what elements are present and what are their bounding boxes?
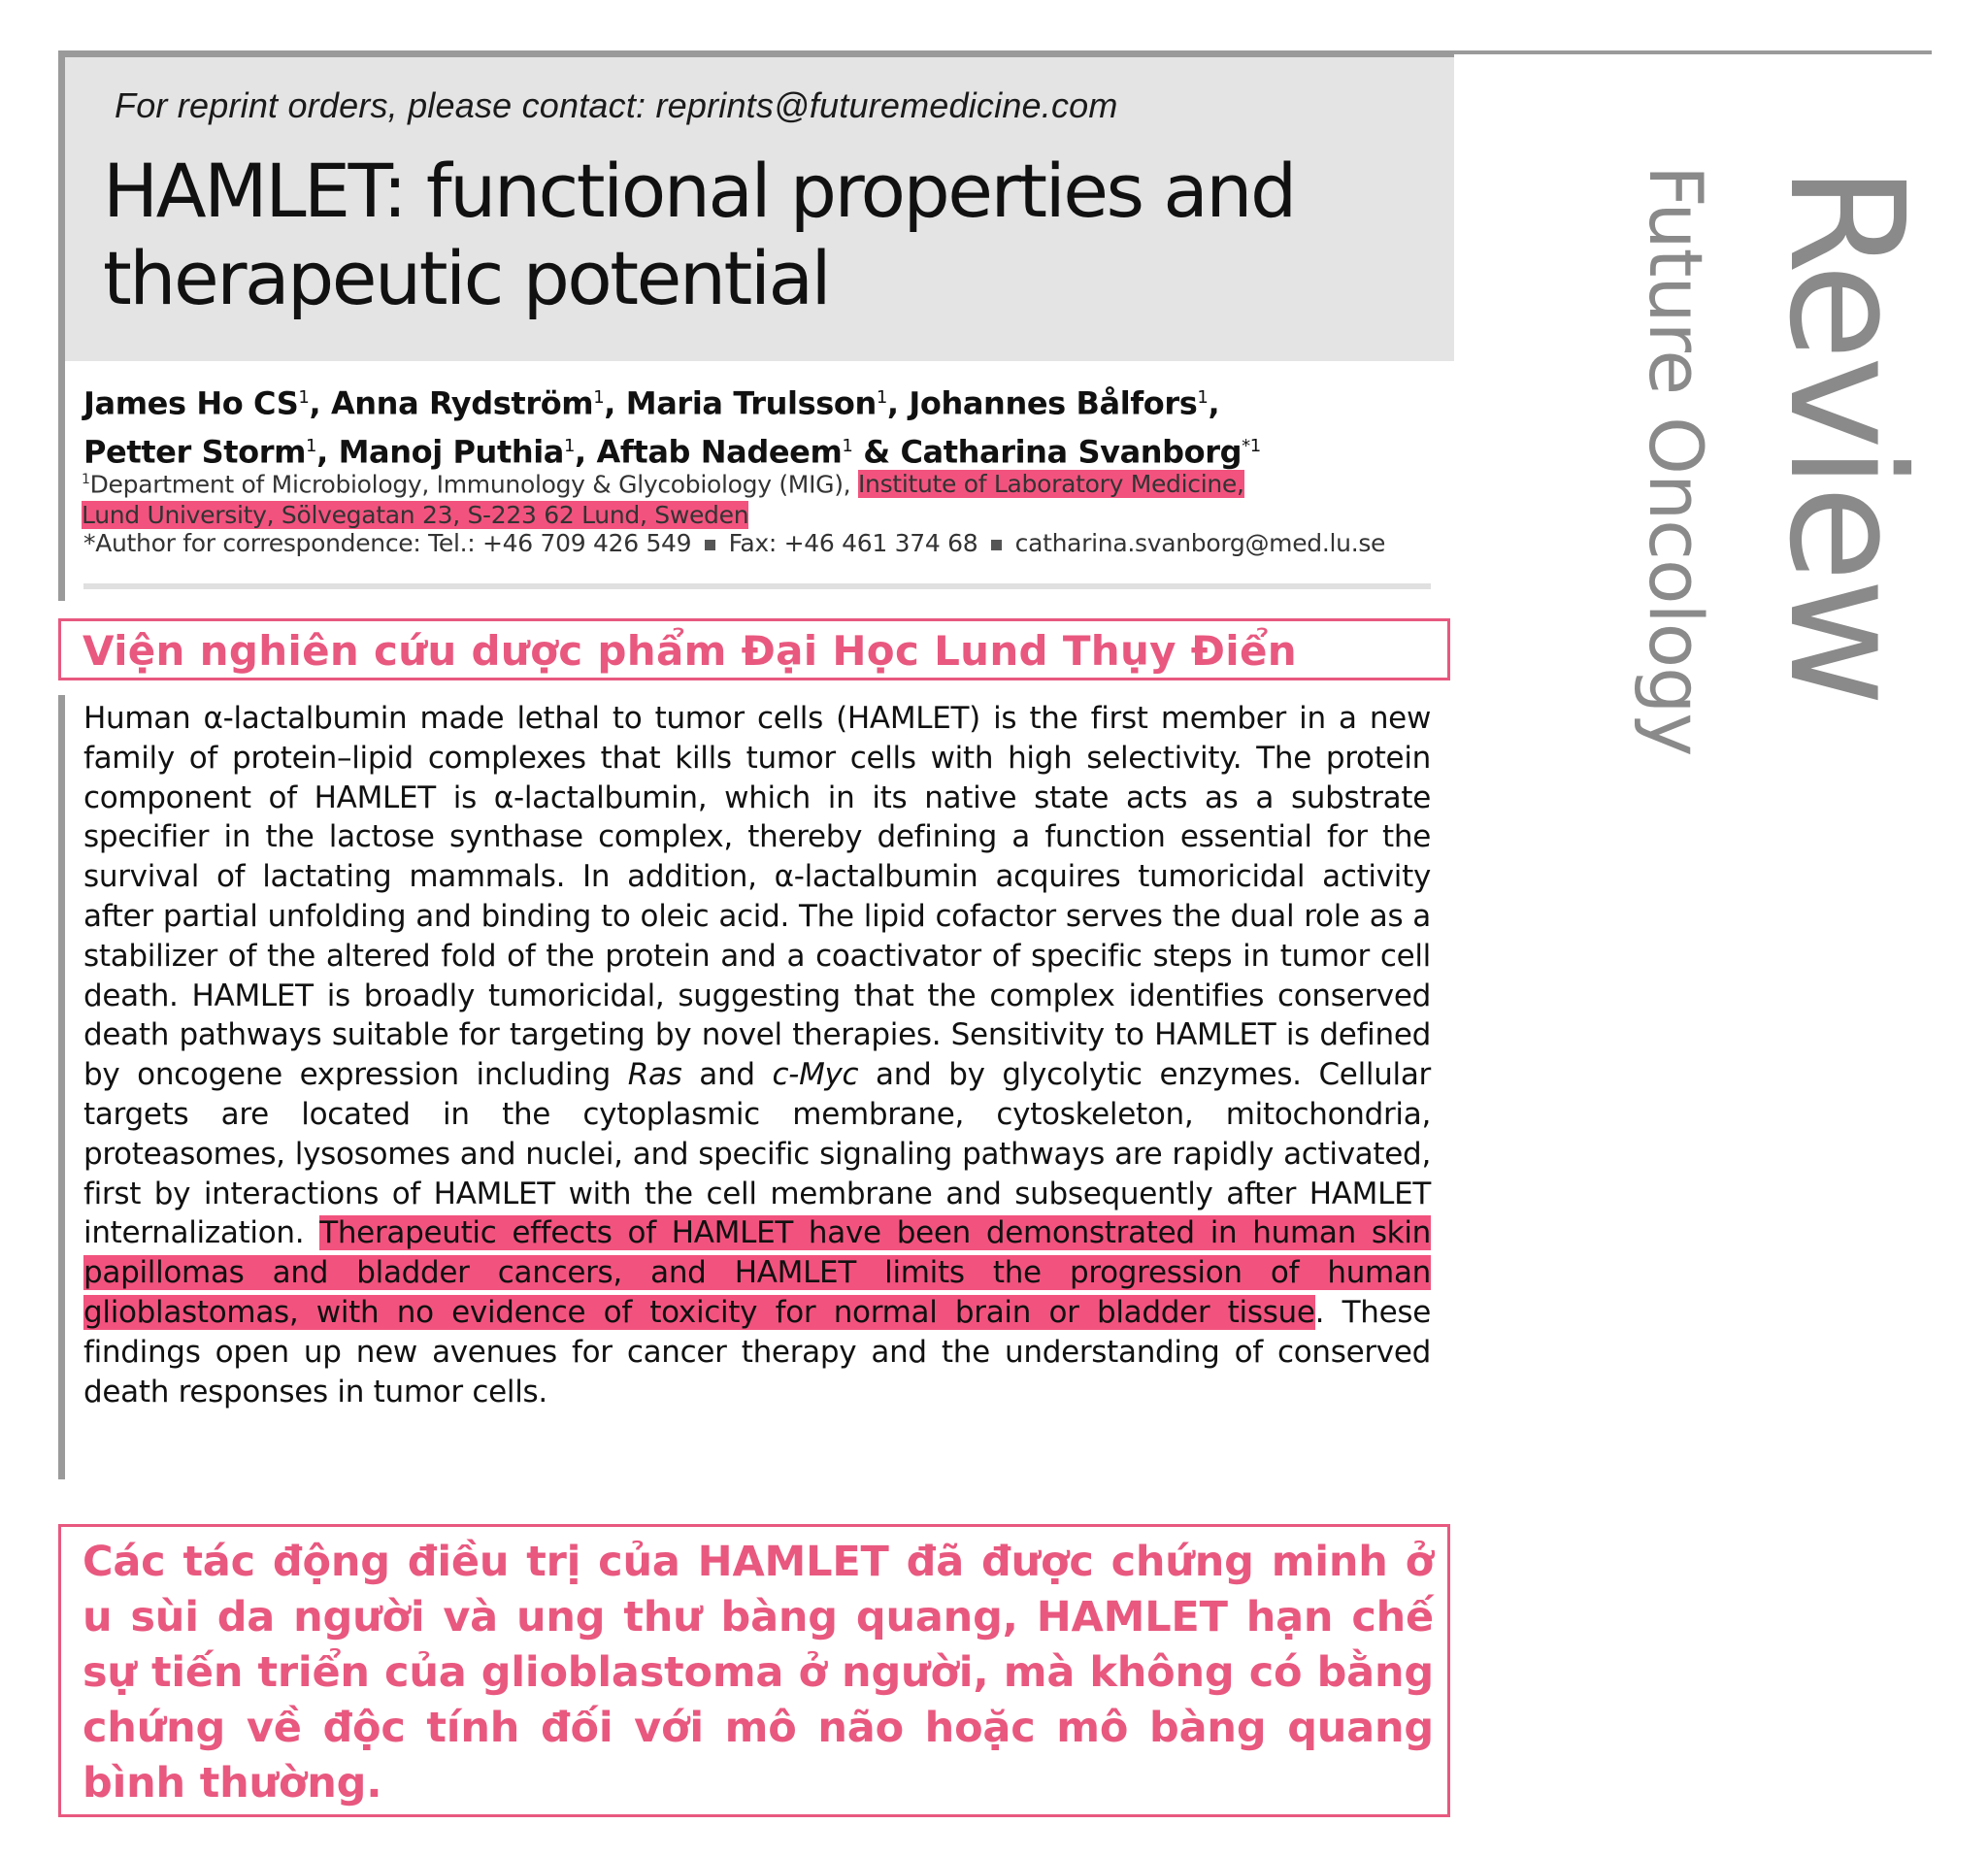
correspondence-fax: Fax: +46 461 374 68 bbox=[728, 529, 978, 557]
annotation-affiliation-text: Viện nghiên cứu dược phẩm Đại Học Lund Thụy Điển bbox=[83, 627, 1297, 675]
affiliation bbox=[82, 464, 1441, 531]
affiliation-highlight-institute: Institute of Laboratory Medicine, bbox=[857, 470, 1244, 499]
abstract-part: Human α-lactalbumin made lethal to tumor cells (HAMLET) is the first member in a new family of protein–lipid complexes that kills tumor cells with high selectivity. The protein component of HAMLET is α-lactalbumin, which in its native state acts as a substrate specifier in the lactose synthase complex, thereby defining a function essential for the survival of lactating mammals. In addition, α-lactalbumin acquires tumoricidal activity after partial unfolding and binding to oleic acid. The lipid cofactor serves the dual role as a stabilizer of the altered fold of the protein and a coactivator of specific steps in tumor cell death. HAMLET is broadly tumoricidal, suggesting that the complex identifies conserved death pathways suitable for targeting by novel therapies. Sensitivity to HAMLET is defined by oncogene expression including bbox=[83, 701, 1431, 1093]
affiliation-mark: 1 bbox=[82, 472, 90, 487]
abstract-part: . These findings open up new avenues for cancer therapy and the understanding of conserved death responses in tumor cells. bbox=[83, 1294, 1431, 1409]
author-name: Johannes Bålfors bbox=[909, 384, 1198, 422]
author-mark: 1 bbox=[563, 435, 576, 456]
author-name: James Ho CS bbox=[83, 384, 299, 422]
abstract-gene-cmyc: c-Myc bbox=[772, 1057, 859, 1093]
annotation-summary-text: Các tác động điều trị của HAMLET đã được chứng minh ở u sùi da người và ung thư bàng quang, HAMLET hạn chế sự tiến triển của glioblastoma ở người, mà không có bằng chứng về độc tính đối với mô não hoặc mô bàng quang bình thường. bbox=[83, 1538, 1434, 1807]
author-separator: , bbox=[1208, 384, 1220, 422]
abstract-gene-ras: Ras bbox=[627, 1057, 682, 1093]
square-bullet-icon bbox=[991, 540, 1002, 550]
affiliation-department: Department of Microbiology, Immunology & Glycobiology (MIG), bbox=[89, 470, 858, 499]
author-separator: , bbox=[575, 433, 597, 471]
author-mark: 1 bbox=[298, 387, 310, 408]
annotation-box-affiliation bbox=[58, 618, 1450, 680]
reprint-notice: For reprint orders, please contact: reprints@futuremedicine.com bbox=[115, 85, 1118, 125]
header-left-bar bbox=[58, 57, 65, 601]
author-mark: 1 bbox=[1197, 387, 1209, 408]
top-rule bbox=[58, 50, 1454, 57]
top-rule-side bbox=[1454, 50, 1932, 54]
article-title: HAMLET: functional properties and therapeutic potential bbox=[103, 148, 1295, 321]
author-name: Petter Storm bbox=[83, 433, 307, 471]
author-separator: , bbox=[886, 384, 910, 422]
correspondence-email: catharina.svanborg@med.lu.se bbox=[1014, 529, 1386, 557]
article-type-label: Review bbox=[1754, 165, 1937, 703]
author-mark: *1 bbox=[1242, 435, 1261, 456]
abstract-text bbox=[83, 699, 1431, 1411]
author-mark: 1 bbox=[306, 435, 317, 456]
author-mark: 1 bbox=[842, 435, 853, 456]
abstract-part: and bbox=[681, 1057, 773, 1093]
abstract-part: and by glycolytic enzymes. Cellular targets are located in the cytoplasmic membrane, cytoskeleton, mitochondria, proteasomes, lysosomes and nuclei, and specific signaling pathways are rapidly activated, first by interactions of HAMLET with the cell membrane and subsequently after HAMLET internalization. bbox=[83, 1057, 1431, 1251]
journal-name: Future Oncology bbox=[1633, 165, 1719, 756]
abstract-left-bar bbox=[58, 695, 65, 1479]
correspondence-tel: *Author for correspondence: Tel.: +46 709 426 549 bbox=[83, 529, 692, 557]
author-name: Catharina Svanborg bbox=[900, 433, 1242, 471]
correspondence-line bbox=[83, 529, 1442, 557]
author-name: Maria Trulsson bbox=[625, 384, 877, 422]
author-separator: , bbox=[604, 384, 626, 422]
header-divider bbox=[83, 583, 1431, 589]
author-separator: , bbox=[316, 433, 339, 471]
author-mark: 1 bbox=[876, 387, 887, 408]
author-name: Manoj Puthia bbox=[338, 433, 564, 471]
annotation-box-summary bbox=[58, 1524, 1450, 1817]
square-bullet-icon bbox=[705, 540, 715, 550]
author-separator: , bbox=[309, 384, 331, 422]
author-separator: & bbox=[852, 433, 901, 471]
author-name: Anna Rydström bbox=[330, 384, 594, 422]
author-name: Aftab Nadeem bbox=[596, 433, 843, 471]
author-mark: 1 bbox=[593, 387, 605, 408]
author-list bbox=[83, 377, 1442, 473]
abstract-highlight: Therapeutic effects of HAMLET have been demonstrated in human skin papillomas and bladder cancers, and HAMLET limits the progression of human glioblastomas, with no evidence of toxicity for normal brain or bladder tissue bbox=[83, 1215, 1431, 1330]
affiliation-highlight-university: Lund University, Sölvegatan 23, S-223 62 Lund, Sweden bbox=[82, 501, 749, 530]
